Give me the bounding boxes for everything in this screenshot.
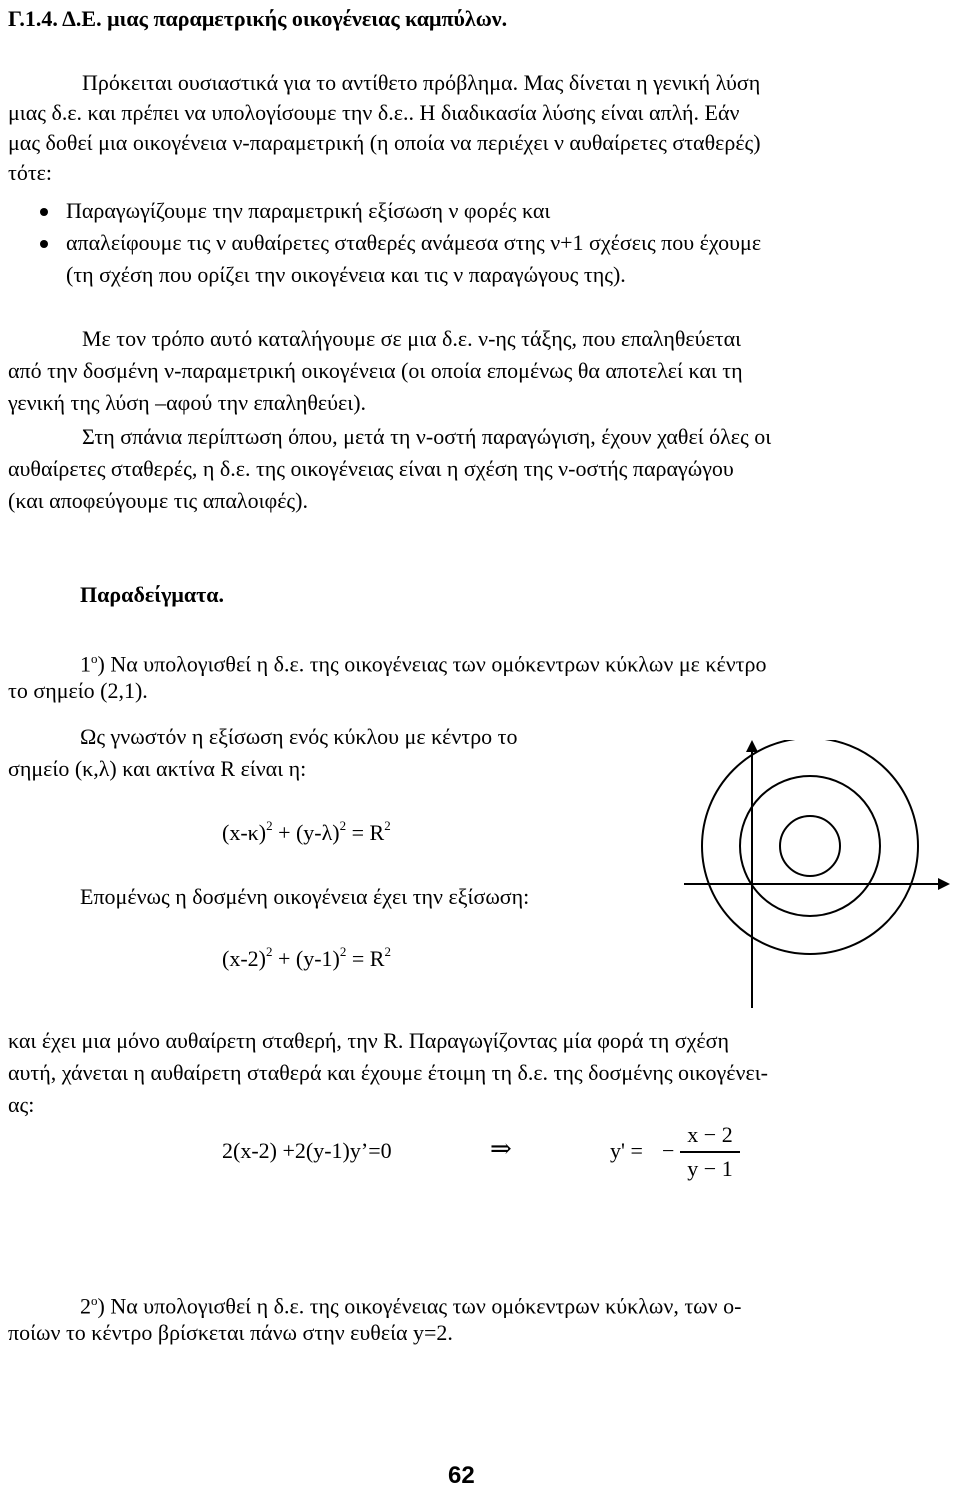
- example-1-number: 1: [80, 651, 91, 677]
- example-2-number: 2: [80, 1293, 91, 1319]
- example-2-statement: [80, 1288, 741, 1319]
- y-axis-arrow: [746, 740, 758, 752]
- implies-arrow: ⇒: [490, 1134, 512, 1163]
- example-1-superscript: ο: [91, 651, 98, 666]
- example-1-text: ) Να υπολογισθεί η δ.ε. της οικογένειας των ομόκεντρων κύκλων με κέντρο: [97, 651, 767, 677]
- bullet-dot: [40, 208, 48, 216]
- conclusion-line-3: ας:: [8, 1092, 35, 1117]
- para3-line-1: Στη σπάνια περίπτωση όπου, μετά τη ν-οστή παραγώγιση, έχουν χαθεί όλες οι: [82, 424, 772, 449]
- intro-line-2: μιας δ.ε. και πρέπει να υπολογίσουμε την δ.ε.. Η διαδικασία λύσης είναι απλή. Εάν: [8, 100, 740, 125]
- bullet-item-1: Παραγωγίζουμε την παραμετρική εξίσωση ν φορές και: [66, 198, 551, 223]
- examples-title: Παραδείγματα.: [80, 582, 225, 607]
- example-1-statement: [80, 646, 766, 677]
- bullet-item-2-continued: (τη σχέση που ορίζει την οικογένεια και τις ν παραγώγους της).: [66, 262, 626, 287]
- example-2-line-2: ποίων το κέντρο βρίσκεται πάνω στην ευθεία y=2.: [8, 1320, 453, 1345]
- concentric-circles-figure: [660, 740, 950, 1012]
- x-axis-arrow: [938, 878, 950, 890]
- eq2-term-1: (x-2): [222, 946, 266, 971]
- example-2-superscript: ο: [91, 1293, 98, 1308]
- intro-line-3: μας δοθεί μια οικογένεια ν-παραμετρική (η οποία να περιέχει ν αυθαίρετες σταθερές): [8, 130, 761, 155]
- minus-sign: −: [662, 1138, 675, 1163]
- family-equation-intro: Επομένως η δοσμένη οικογένεια έχει την εξίσωση:: [80, 884, 530, 909]
- eq2-term-3: = R: [351, 946, 385, 971]
- eq1-term-2: + (y-λ): [278, 820, 340, 845]
- section-heading: Γ.1.4. Δ.Ε. μιας παραμετρικής οικογένειας καμπύλων.: [8, 6, 508, 31]
- y-prime-label: y' =: [610, 1138, 643, 1163]
- fraction-bar: [680, 1151, 740, 1153]
- conclusion-line-2: αυτή, χάνεται η αυθαίρετη σταθερά και έχουμε έτοιμη τη δ.ε. της δοσμένης οικογένει-: [8, 1060, 768, 1085]
- eq2-exp-3: 2: [384, 944, 391, 959]
- eq1-term-3: = R: [351, 820, 385, 845]
- para3-line-3: (και αποφεύγουμε τις απαλοιφές).: [8, 488, 308, 513]
- eq1-term-1: (x-κ): [222, 820, 267, 845]
- bullet-dot: [40, 240, 48, 248]
- para2-line-3: γενική της λύση –αφού την επαληθεύει).: [8, 390, 367, 415]
- para2-line-2: από την δοσμένη ν-παραμετρική οικογένεια (οι οποία επομένως θα αποτελεί και τη: [8, 358, 743, 383]
- eq2-exp-1: 2: [265, 944, 273, 959]
- intro-line-4: τότε:: [8, 160, 53, 185]
- page-number: 62: [448, 1462, 475, 1489]
- para3-line-2: αυθαίρετες σταθερές, η δ.ε. της οικογένειας είναι η σχέση της ν-οστής παραγώγου: [8, 456, 734, 481]
- example-1-line-2: το σημείο (2,1).: [8, 678, 148, 703]
- family-equation: [222, 946, 391, 972]
- eq1-exp-1: 2: [266, 818, 273, 833]
- intro-line-1: Πρόκειται ουσιαστικά για το αντίθετο πρόβλημα. Μας δίνεται η γενική λύση: [82, 70, 761, 95]
- eq1-exp-3: 2: [384, 818, 391, 833]
- circle-general-equation: [222, 820, 391, 846]
- eq1-exp-2: 2: [339, 818, 347, 833]
- outer-circle: [702, 740, 918, 954]
- fraction-numerator: x − 2: [687, 1122, 733, 1147]
- fraction-denominator: y − 1: [687, 1156, 733, 1181]
- middle-circle: [740, 776, 880, 916]
- eq2-exp-2: 2: [339, 944, 347, 959]
- derived-equation: 2(x-2) +2(y-1)y’=0: [222, 1138, 392, 1163]
- circle-eq-intro-1: Ως γνωστόν η εξίσωση ενός κύκλου με κέντρο το: [80, 724, 518, 749]
- example-2-text: ) Να υπολογισθεί η δ.ε. της οικογένειας των ομόκεντρων κύκλων, των ο-: [97, 1293, 742, 1319]
- inner-circle: [780, 816, 840, 876]
- para2-line-1: Με τον τρόπο αυτό καταλήγουμε σε μια δ.ε. ν-ης τάξης, που επαληθεύεται: [82, 326, 742, 351]
- eq2-term-2: + (y-1): [277, 946, 340, 971]
- circle-eq-intro-2: σημείο (κ,λ) και ακτίνα R είναι η:: [8, 756, 307, 781]
- conclusion-line-1: και έχει μια μόνο αυθαίρετη σταθερή, την R. Παραγωγίζοντας μία φορά τη σχέση: [8, 1028, 729, 1053]
- bullet-item-2: απαλείφουμε τις ν αυθαίρετες σταθερές ανάμεσα στης ν+1 σχέσεις που έχουμε: [66, 230, 762, 255]
